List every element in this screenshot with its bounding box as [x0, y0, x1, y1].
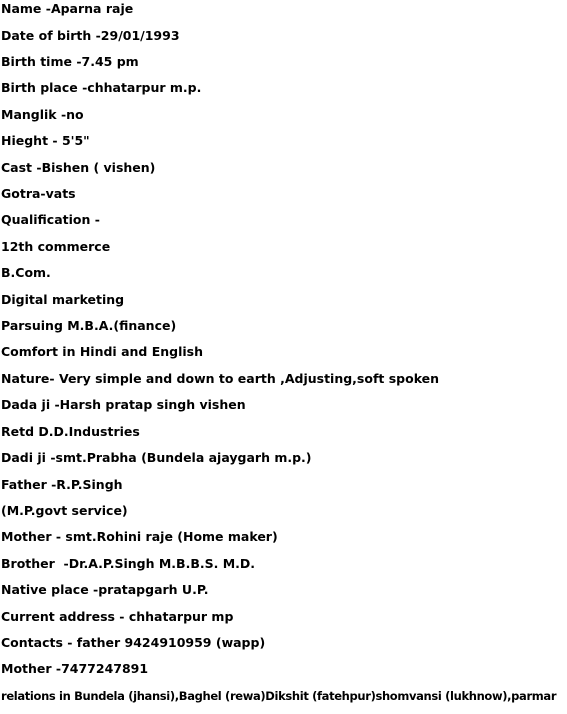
dada-ji-occupation-line: Retd D.D.Industries: [1, 424, 140, 439]
current-address-line: Current address - chhatarpur mp: [1, 609, 234, 624]
qualification-heading: Qualification -: [1, 212, 100, 227]
native-place-line: Native place -pratapgarh U.P.: [1, 582, 209, 597]
qualification-12th-line: 12th commerce: [1, 239, 111, 254]
height-line: Hieght - 5'5": [1, 133, 90, 148]
cast-line: Cast -Bishen ( vishen): [1, 160, 156, 175]
name-line: Name -Aparna raje: [1, 1, 134, 16]
gotra-line: Gotra-vats: [1, 186, 76, 201]
brother-line: Brother -Dr.A.P.Singh M.B.B.S. M.D.: [1, 556, 256, 571]
father-occupation-line: (M.P.govt service): [1, 503, 128, 518]
birth-time-line: Birth time -7.45 pm: [1, 54, 139, 69]
qualification-bcom-line: B.Com.: [1, 265, 51, 280]
qualification-mba-line: Parsuing M.B.A.(finance): [1, 318, 177, 333]
relations-line: relations in Bundela (jhansi),Baghel (rewa)Dikshit (fatehpur)shomvansi (lukhnow),parmar: [1, 689, 557, 703]
manglik-line: Manglik -no: [1, 107, 84, 122]
date-of-birth-line: Date of birth -29/01/1993: [1, 28, 180, 43]
qualification-digital-marketing-line: Digital marketing: [1, 292, 125, 307]
languages-line: Comfort in Hindi and English: [1, 344, 203, 359]
mother-line: Mother - smt.Rohini raje (Home maker): [1, 529, 278, 544]
dadi-ji-line: Dadi ji -smt.Prabha (Bundela ajaygarh m.p.): [1, 450, 312, 465]
dada-ji-line: Dada ji -Harsh pratap singh vishen: [1, 397, 246, 412]
birth-place-line: Birth place -chhatarpur m.p.: [1, 80, 202, 95]
contacts-mother-line: Mother -7477247891: [1, 661, 149, 676]
nature-line: Nature- Very simple and down to earth ,Adjusting,soft spoken: [1, 371, 440, 386]
father-line: Father -R.P.Singh: [1, 477, 123, 492]
contacts-father-line: Contacts - father 9424910959 (wapp): [1, 635, 266, 650]
